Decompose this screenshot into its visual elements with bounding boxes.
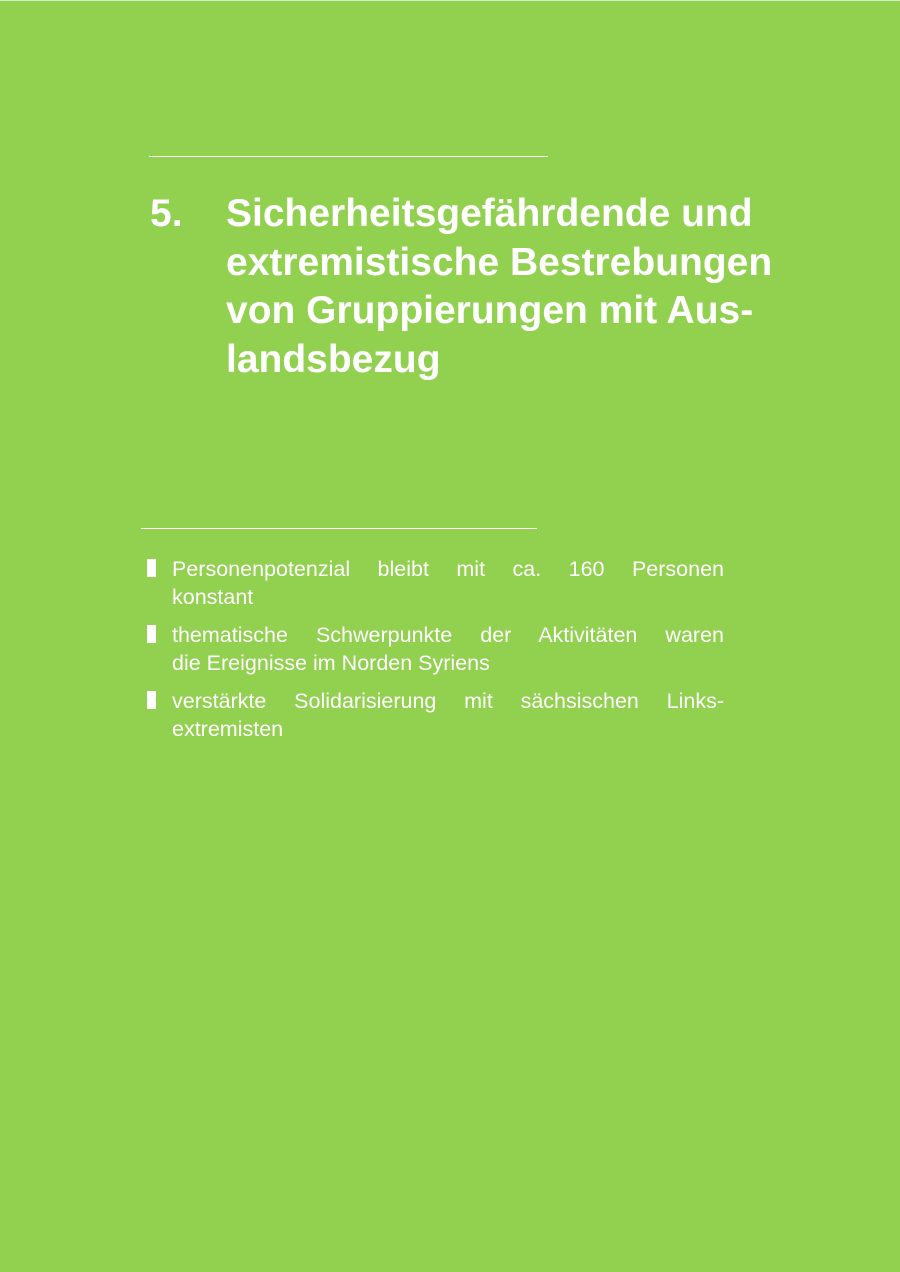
bullet-line: verstärkte Solidarisierung mit sächsischen Links-: [172, 689, 724, 713]
chapter-title-line: extremistische Bestrebungen: [226, 240, 773, 284]
bullet-item: [146, 687, 724, 743]
bullet-line: konstant: [172, 585, 254, 609]
bullet-marker-icon: [146, 621, 172, 677]
summary-bullet-list: [146, 555, 724, 753]
chapter-title-line: von Gruppierungen mit Aus-: [226, 289, 754, 332]
chapter-title: [226, 190, 830, 384]
bullet-line: die Ereignisse im Norden Syriens: [172, 651, 490, 675]
bullet-line: Personenpotenzial bleibt mit ca. 160 Personen: [172, 557, 724, 581]
chapter-heading: [150, 190, 830, 384]
chapter-title-line: Sicherheitsgefährdende und: [226, 192, 753, 235]
bullet-item: [146, 621, 724, 677]
bullet-line: thematische Schwerpunkte der Aktivitäten waren: [172, 623, 724, 647]
title-rule: [149, 156, 548, 157]
chapter-title-line: landsbezug: [226, 337, 441, 381]
chapter-number: 5.: [150, 192, 183, 235]
bullet-marker-icon: [146, 687, 172, 743]
bullet-text: [172, 687, 724, 743]
page-top-border: [0, 0, 900, 1]
bullet-item: [146, 555, 724, 611]
bullet-text: [172, 555, 724, 611]
bullet-marker-icon: [146, 555, 172, 611]
summary-rule: [141, 528, 537, 529]
bullet-line: extremisten: [172, 717, 284, 741]
bullet-text: [172, 621, 724, 677]
